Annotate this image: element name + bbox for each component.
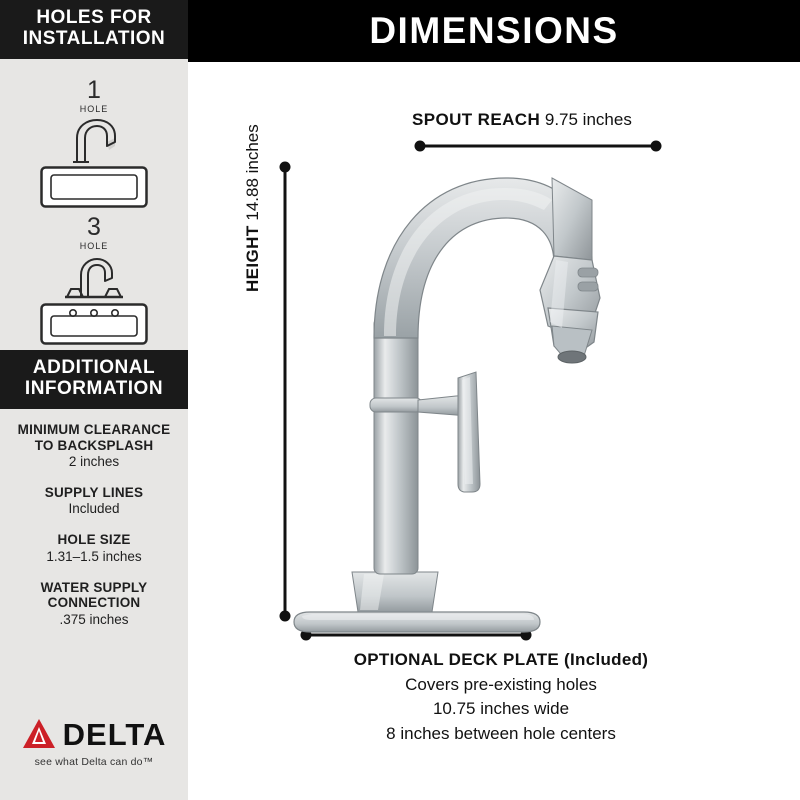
- info-value: 1.31–1.5 inches: [46, 548, 142, 564]
- info-value: 2 inches: [68, 454, 120, 470]
- holes-header-line-2: INSTALLATION: [22, 28, 166, 50]
- hole-option-3: [0, 215, 188, 345]
- additional-information-list: [0, 422, 188, 643]
- faucet-body: [374, 318, 418, 574]
- delta-tagline: see what Delta can do™: [34, 756, 154, 768]
- delta-brand-text: DELTA: [62, 716, 167, 752]
- hole-option-1-word: HOLE: [79, 104, 109, 114]
- hole-option-3-number: 3: [87, 213, 101, 241]
- handle-collar: [370, 398, 422, 412]
- additional-header-line-1: ADDITIONAL: [32, 357, 156, 378]
- sink-1-hole-icon: [40, 166, 148, 208]
- additional-header-line-2: INFORMATION: [24, 378, 164, 400]
- deck-plate-line-2: 10.75 inches wide: [432, 699, 570, 719]
- spray-toggle-button-2: [578, 282, 598, 291]
- height-title: HEIGHT: [243, 225, 262, 292]
- spout-outlet: [558, 351, 586, 363]
- spout-reach-value: 9.75 inches: [544, 110, 632, 129]
- holes-header-line-1: HOLES FOR: [36, 7, 152, 28]
- info-label-line-1: MINIMUM CLEARANCE: [17, 422, 171, 437]
- faucet-3-hole-icon: [59, 253, 129, 301]
- hole-option-1: [0, 78, 188, 208]
- deck-plate-line-3: 8 inches between hole centers: [386, 723, 616, 743]
- height-arrow-top-dot: [280, 162, 291, 173]
- info-item-supply-lines: [0, 485, 188, 518]
- height-value: 14.88 inches: [243, 124, 262, 221]
- hole-option-1-number: 1: [87, 76, 101, 104]
- brand-logo: [0, 718, 188, 768]
- spout-shoulder: [552, 178, 592, 260]
- info-value: Included: [68, 501, 120, 517]
- faucet-illustration: [294, 178, 600, 632]
- page-title: DIMENSIONS: [369, 10, 619, 51]
- deck-plate-line-1: Covers pre-existing holes: [405, 674, 597, 694]
- hole-option-3-word: HOLE: [79, 241, 109, 251]
- sink-3-hole-icon: [40, 303, 148, 345]
- delta-triangle-icon: [22, 718, 56, 750]
- dimensions-header-bar: [188, 0, 800, 62]
- holes-for-installation-header: [0, 0, 188, 59]
- height-arrow-bottom-dot: [280, 611, 291, 622]
- info-label-line-2: CONNECTION: [47, 595, 141, 611]
- info-item-water-supply-connection: [0, 580, 188, 629]
- spout-reach-arrow-right-dot: [651, 141, 662, 152]
- sidebar: [0, 0, 188, 800]
- deck-plate-caption: [256, 648, 746, 747]
- faucet-1-hole-icon: [59, 116, 129, 164]
- info-label-line-1: SUPPLY LINES: [44, 484, 144, 500]
- info-label-line-2: TO BACKSPLASH: [34, 437, 154, 453]
- spout-reach-arrow-left-dot: [415, 141, 426, 152]
- additional-information-header: [0, 350, 188, 409]
- spray-toggle-button: [578, 268, 598, 277]
- info-label-line-1: HOLE SIZE: [57, 532, 131, 548]
- deck-plate-title: OPTIONAL DECK PLATE (Included): [353, 650, 649, 669]
- info-value: .375 inches: [59, 611, 129, 627]
- info-label-line-1: WATER SUPPLY: [40, 579, 148, 595]
- logo-row: [0, 718, 188, 750]
- info-item-hole-size: [0, 532, 188, 565]
- spout-reach-title: SPOUT REACH: [412, 110, 541, 129]
- info-item-minimum-clearance: [0, 422, 188, 471]
